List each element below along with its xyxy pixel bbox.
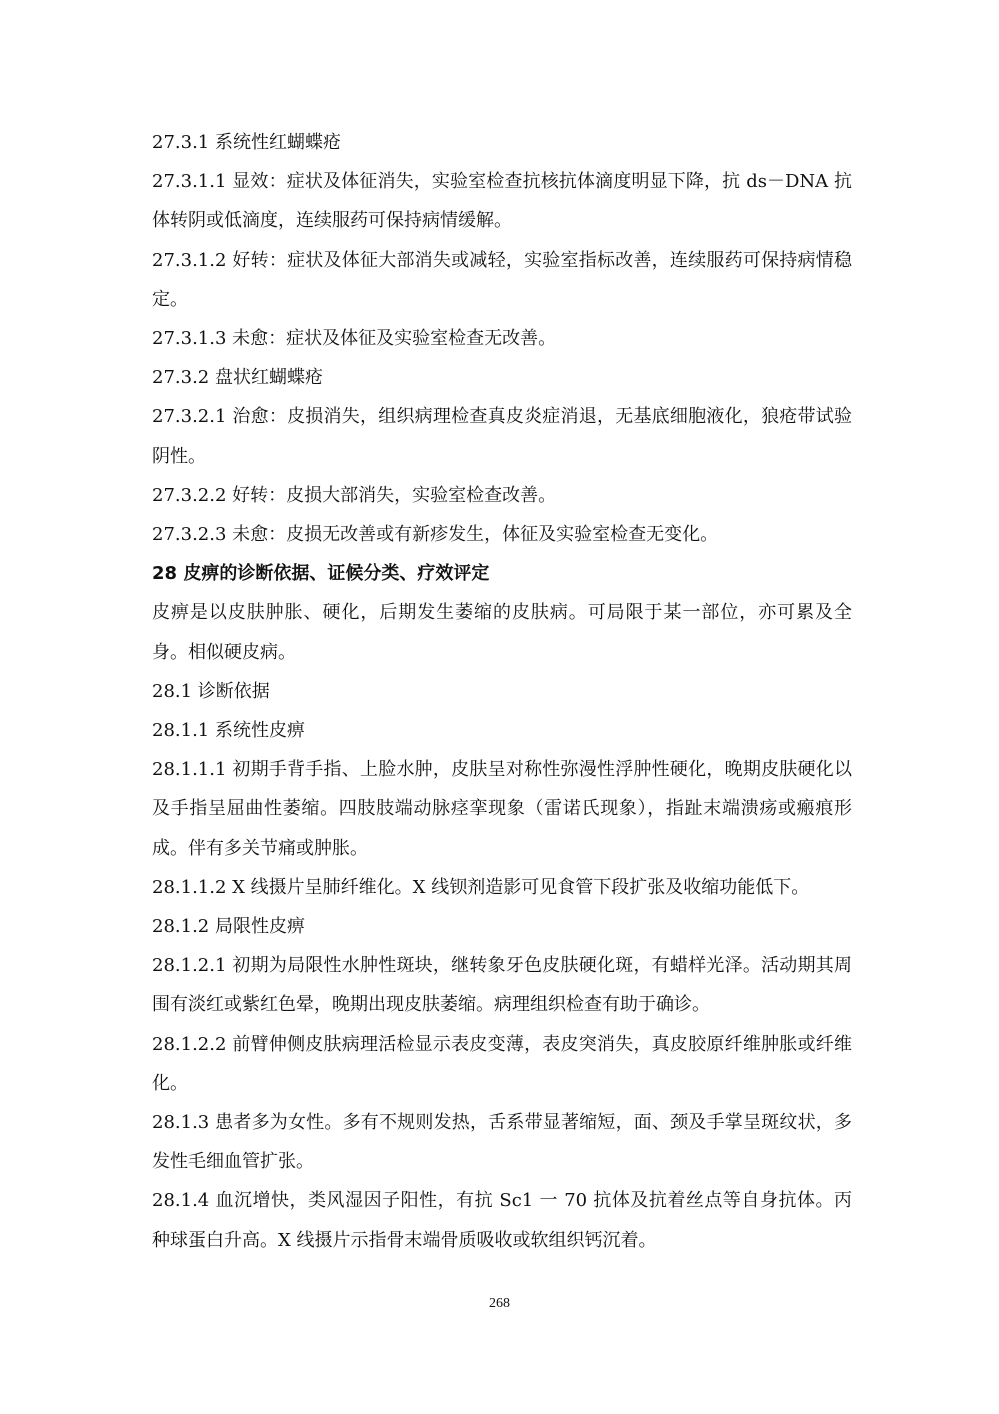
- criterion-27-3-1-2: 27.3.1.2 好转：症状及体征大部消失或减轻，实验室指标改善，连续服药可保持病情稳定。: [152, 249, 852, 310]
- criterion-28-1-4: 28.1.4 血沉增快，类风湿因子阳性，有抗 Sc1 一 70 抗体及抗着丝点等自身抗体。丙种球蛋白升高。X 线摄片示指骨末端骨质吸收或软组织钙沉着。: [152, 1190, 852, 1251]
- criterion-28-1-1-1: 28.1.1.1 初期手背手指、上脸水肿，皮肤呈对称性弥漫性浮肿性硬化，晚期皮肤硬化以及手指呈屈曲性萎缩。四肢肢端动脉痉挛现象（雷诺氏现象），指趾末端溃疡或瘢痕形成。伴有多关节痛或肿胀。: [152, 759, 852, 859]
- criterion-28-1-1-2: 28.1.1.2 X 线摄片呈肺纤维化。X 线钡剂造影可见食管下段扩张及收缩功能低下。: [152, 876, 810, 898]
- criterion-27-3-1-1: 27.3.1.1 显效：症状及体征消失，实验室检查抗核抗体滴度明显下降，抗 ds－DNA 抗体转阴或低滴度，连续服药可保持病情缓解。: [152, 171, 852, 232]
- subsection-heading-28-1-2: 28.1.2 局限性皮痹: [152, 916, 305, 938]
- criterion-27-3-1-3: 27.3.1.3 未愈：症状及体征及实验室检查无改善。: [152, 328, 557, 350]
- criterion-27-3-2-3: 27.3.2.3 未愈：皮损无改善或有新疹发生，体征及实验室检查无变化。: [152, 524, 719, 546]
- subsection-heading-27-3-2: 27.3.2 盘状红蝴蝶疮: [152, 367, 323, 389]
- criterion-28-1-2-1: 28.1.2.1 初期为局限性水肿性斑块，继转象牙色皮肤硬化斑，有蜡样光泽。活动期其周围有淡红或紫红色晕，晚期出现皮肤萎缩。病理组织检查有助于确诊。: [152, 955, 852, 1016]
- subsection-heading-28-1-1: 28.1.1 系统性皮痹: [152, 720, 305, 742]
- page-body: [152, 123, 852, 1260]
- criterion-28-1-2-2: 28.1.2.2 前臂伸侧皮肤病理活检显示表皮变薄，表皮突消失，真皮胶原纤维肿胀或纤维化。: [152, 1033, 852, 1094]
- subsection-heading-28-1: 28.1 诊断依据: [152, 680, 270, 702]
- criterion-27-3-2-2: 27.3.2.2 好转：皮损大部消失，实验室检查改善。: [152, 484, 557, 506]
- page-number: 268: [489, 1296, 510, 1311]
- section-heading-28: 28 皮痹的诊断依据、证候分类、疗效评定: [152, 563, 490, 585]
- criterion-28-1-3: 28.1.3 患者多为女性。多有不规则发热，舌系带显著缩短，面、颈及手掌呈斑纹状，多发性毛细血管扩张。: [152, 1112, 852, 1173]
- criterion-27-3-2-1: 27.3.2.1 治愈：皮损消失，组织病理检查真皮炎症消退，无基底细胞液化，狼疮带试验阴性。: [152, 406, 852, 467]
- subsection-heading-27-3-1: 27.3.1 系统性红蝴蝶疮: [152, 132, 341, 153]
- section-intro: 皮痹是以皮肤肿胀、硬化，后期发生萎缩的皮肤病。可局限于某一部位，亦可累及全身。相似硬皮病。: [152, 602, 852, 663]
